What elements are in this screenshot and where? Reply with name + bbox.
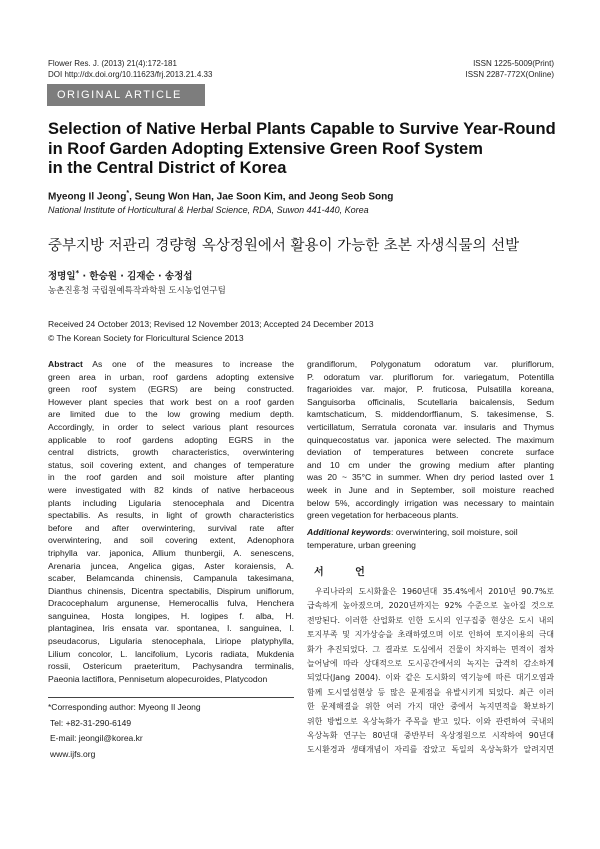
journal-website[interactable]: www.ijfs.org — [50, 748, 96, 759]
abstract-col2-line: week in June and in September, soil moisture reached — [307, 484, 554, 495]
keywords-text: : overwintering, soil moisture, soil — [391, 527, 518, 537]
abstract-col1-line: Paeonia lactiflora, Pennisetum alopecuroides, Platycodon — [48, 673, 268, 684]
korean-affiliation: 농촌진흥청 국립원예특작과학원 도시농업연구팀 — [48, 286, 226, 296]
abstract-col2-line: and 10 cm under the growing medium after planting — [307, 459, 554, 470]
abstract-col1-line: central districts, growth characteristics, overwintering — [48, 447, 294, 458]
keywords-label: Additional keywords — [307, 527, 392, 537]
abstract-label: Abstract — [48, 359, 83, 369]
article-type-band — [47, 84, 205, 106]
author-rest: , Seung Won Han, Jae Soon Kim, and Jeong Seob Song — [129, 191, 394, 203]
abstract-column-1 — [48, 358, 294, 685]
abstract-col1-line: overwintering, and soil covering extent, Adenophora — [48, 535, 294, 546]
abstract-col1-line: applicable to roof gardens adopting EGRS in the — [48, 434, 294, 445]
abstract-col2-line: kamtschaticum, S. middendorffianum, S. takesimense, S. — [307, 409, 554, 420]
abstract-col2-line: verticillatum, Serratula coronata var. insularis and Thymus — [307, 421, 554, 432]
paper-title — [48, 120, 558, 179]
abstract-col1-line: scaber, Belamcanda chinensis, Campanula takesimana, — [48, 573, 294, 584]
korean-author-rest: · 한승원 · 김재순 · 송정섭 — [79, 271, 193, 282]
title-line-3: in the Central District of Korea — [48, 159, 287, 177]
issn-online: ISSN 2287-772X(Online) — [465, 70, 554, 79]
abstract-col2-line: deviation of temperatures between concrete surface — [307, 447, 554, 458]
abstract-col2-line: below 5%, accordingly irrigation was necessary to maintain — [307, 497, 554, 508]
abstract-column-2 — [307, 358, 554, 522]
abstract-col2-line: P. odoratum var. pluriflorum for. variegatum, Potentilla — [307, 371, 554, 382]
korean-author-first: 정명일 — [48, 271, 76, 282]
author-list — [48, 190, 393, 202]
abstract-col1-line: Dracocephalum argunense, Hemerocallis fulva, Henchera — [48, 598, 294, 609]
intro-body — [307, 585, 554, 758]
abstract-col1-line: plants including Ligularia stenocephala and Dicentra — [48, 497, 294, 508]
korean-corresponding-mark: * — [75, 268, 80, 277]
journal-citation: Flower Res. J. (2013) 21(4):172-181 — [48, 59, 177, 68]
article-type-label: ORIGINAL ARTICLE — [57, 89, 182, 101]
doi-link[interactable]: DOI http://dx.doi.org/10.11623/frj.2013.21.4.33 — [48, 70, 213, 79]
abstract-col1-line: Accordingly, in order to select various plant resources — [48, 421, 294, 432]
abstract-col1-line: Dianthus chinensis, Dicentra spectabilis, Dispirum uniflorum, — [48, 585, 294, 596]
abstract-col1-line: However plant species that work best on a roof garden — [48, 396, 294, 407]
intro-line: 도시환경과 생태개념이 자리를 잡았고 독일의 옥상녹화가 알려지면 — [307, 745, 554, 755]
intro-line: 전망된다. 이러한 산업화로 인한 도시의 인구집중 현상은 도시 내의 — [307, 615, 554, 625]
intro-line: 우리나라의 도시화율은 1960년대 35.4%에서 2010년 90.7%로 — [315, 587, 554, 596]
abstract-col1-line: green roof system (EGRS) are being constructed. — [48, 384, 294, 395]
abstract-col1-line: green area in urban, roof gardens adopting extensive — [48, 371, 294, 382]
issn-print: ISSN 1225-5009(Print) — [473, 59, 554, 68]
korean-authors — [48, 268, 192, 282]
abstract-col1-line: before and after overwintering, survival rate after — [48, 522, 294, 533]
corresponding-author: *Corresponding author: Myeong Il Jeong — [48, 702, 201, 712]
abstract-col1-line: Lilium concolor, L. lancifolium, Lycoris radiata, Mukdenia — [48, 648, 294, 659]
footnote-rule — [48, 697, 294, 698]
intro-line: 토지부족 및 지가상승을 초래하였으며 이로 인하여 토지이용의 극대 — [307, 630, 554, 640]
author-first: Myeong Il Jeong — [48, 191, 127, 203]
intro-line: 늘어남에 따라 상대적으로 도시공간에서의 녹지는 급격히 감소하게 — [307, 659, 554, 669]
intro-line: 위한 방법으로 옥상녹화가 주목을 받고 있다. 이와 관련하여 국내의 — [307, 716, 554, 726]
abstract-col2-line: grandiflorum, Polygonatum odoratum var. pluriflorum, — [307, 359, 554, 369]
abstract-col1-line: rossii, Ostericum praeteritum, Pachysandra terminalis, — [48, 661, 294, 672]
keywords-text-2: temperature, urban greening — [307, 539, 416, 550]
abstract-col1-line: triphylla var. japonica, Allium thunbergii, A. senescens, — [48, 547, 294, 558]
abstract-col2-line: fragarioides var. major, P. fruticosa, Pulsatilla koreana, — [307, 384, 554, 395]
article-history — [48, 317, 374, 345]
intro-line: 한 문제해결을 위한 여러 가지 대안 중에서 녹지면적을 확보하기 — [307, 702, 554, 712]
intro-line: 급속하게 높아졌으며, 2020년까지는 92% 수준으로 높아질 것으로 — [307, 601, 554, 611]
abstract-col1-line: plantaginea, Iris ensata var. spontanea, I. sanguinea, I. — [48, 623, 294, 634]
abstract-col1-line: in the roof garden and soil moisture after planting — [48, 472, 294, 483]
abstract-col2-line: was 20 ~ 35°C in summer. When dry period lasted over 1 — [307, 472, 554, 483]
abstract-col1-line: spectabilis. As results, in light of growth characteristics — [48, 510, 294, 521]
abstract-col2-line: Sanguisorba officinalis, Scutellaria baicalensis, Sedum — [307, 396, 554, 407]
abstract-col1-line: pseudacorus, Ligularia stenocephala, Liriope platyphylla, — [48, 636, 294, 647]
abstract-col1-line: are limited due to the low growing medium depth. — [48, 409, 294, 420]
intro-line: 화가 추진되었다. 그 결과로 도심에서 건물이 차지하는 면적이 점차 — [307, 644, 554, 654]
abstract-text: As one of the measures to increase the — [82, 359, 294, 369]
intro-line: 되었다(Jang 2004). 이와 같은 도시화의 역기능에 따른 대기오염과 — [307, 673, 554, 683]
contact-tel: Tel: +82-31-290-6149 — [50, 717, 132, 728]
history-dates: Received 24 October 2013; Revised 12 November 2013; Accepted 24 December 2013 — [48, 319, 374, 329]
title-line-1: Selection of Native Herbal Plants Capable to Survive Year-Round — [48, 120, 556, 138]
intro-line: 함께 도시열섬현상 등 많은 문제점을 유발시키게 되었다. 최근 이러 — [307, 687, 554, 697]
keywords — [307, 526, 554, 551]
title-line-2: in Roof Garden Adopting Extensive Green Roof System — [48, 139, 483, 158]
abstract-col1-line — [48, 358, 294, 371]
affiliation: National Institute of Horticultural & Herbal Science, RDA, Suwon 441-440, Korea — [48, 205, 369, 215]
abstract-col1-line: status, soil covering extent, and changes of temperature — [48, 459, 294, 470]
intro-line: 옥상녹화 연구는 80년대 중반부터 옥상정원으로 시작하여 90년대 — [307, 731, 554, 741]
abstract-col1-line: Arenaria juncea, Angelica gigas, Aster koraiensis, A. — [48, 560, 294, 571]
korean-title: 중부지방 저관리 경량형 옥상정원에서 활용이 가능한 초본 자생식물의 선발 — [48, 238, 520, 254]
corresponding-mark: * — [126, 190, 130, 197]
abstract-col1-line: sanguinea, Hosta longipes, H. logipes f. alba, H. — [48, 610, 294, 621]
section-heading-intro: 서 언 — [314, 567, 379, 578]
abstract-col2-line: quinquecostatus var. japonica were selected. The maximum — [307, 434, 554, 445]
abstract-col1-line: were investigated with 82 kinds of native herbaceous — [48, 484, 294, 495]
contact-info — [48, 700, 201, 762]
copyright: © The Korean Society for Floricultural Science 2013 — [48, 333, 244, 343]
contact-email[interactable]: E-mail: jeongil@korea.kr — [50, 733, 143, 743]
abstract-col2-line: green vegetation for herbaceous plants. — [307, 510, 459, 521]
